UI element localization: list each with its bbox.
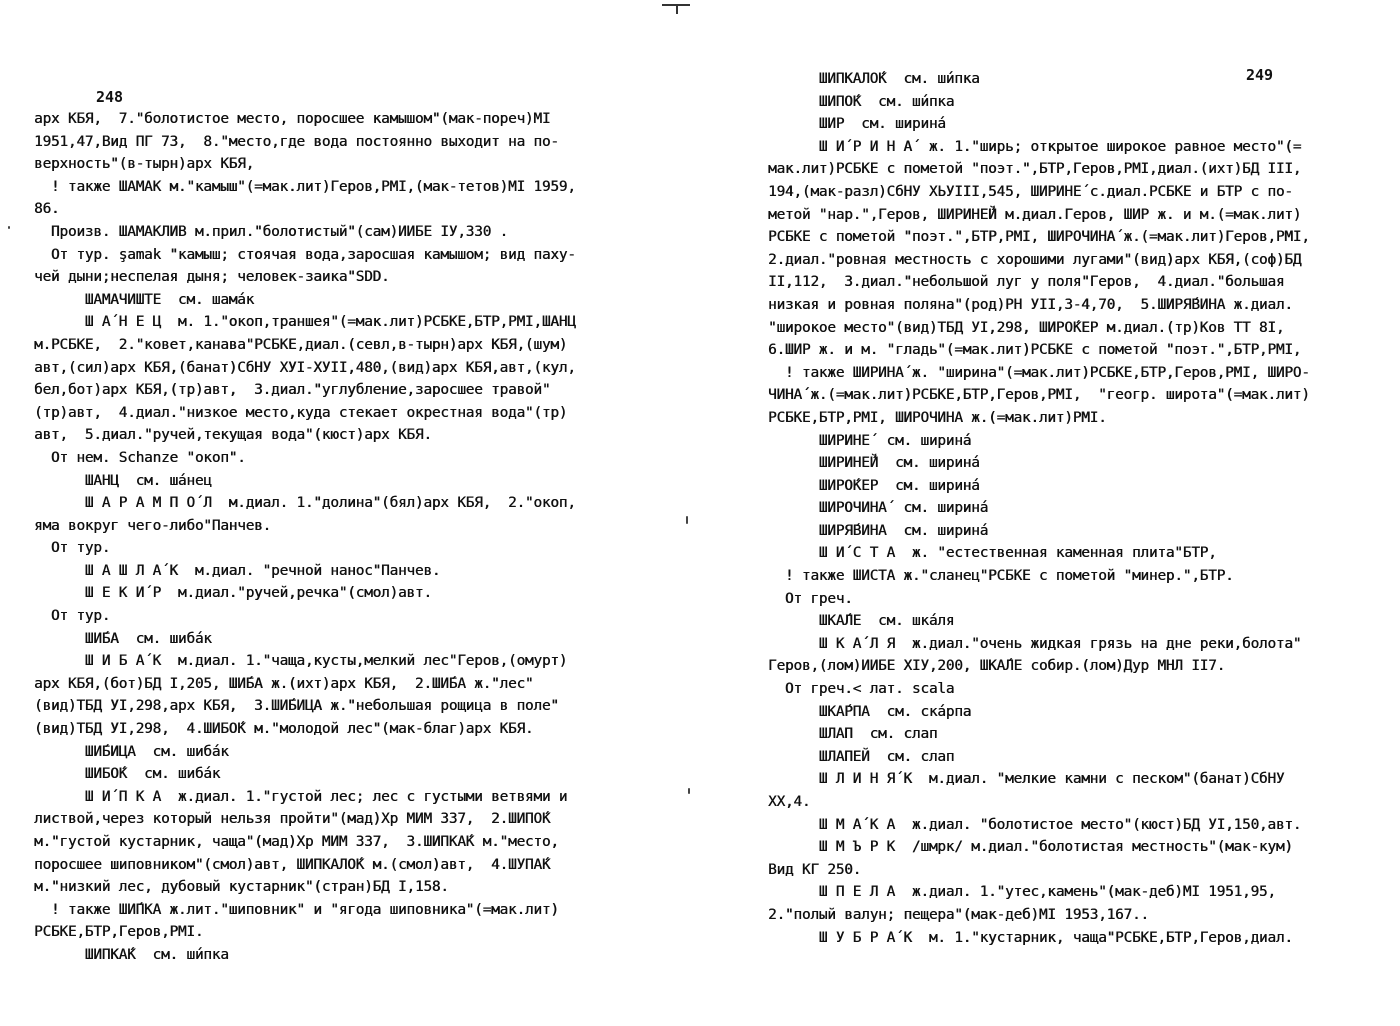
text-line: 1951,47,Вид ПГ 73, 8."место,где вода постоянно выходит на по-: [34, 133, 559, 150]
text-line: Ш А Ш Л А́ К м.диал. "речной нанос"Панчев.: [34, 562, 441, 579]
text-line: ШКА́РПА см. ска́рпа: [768, 703, 972, 720]
text-line: "широкое место"(вид)ТБД УІ,298, ШИРО́КЕР м.диал.(тр)Ков ТТ 8І,: [768, 319, 1285, 336]
text-line: (тр)авт, 4.диал."низкое место,куда стекает окрестная вода"(тр): [34, 404, 568, 421]
text-line: чей дыни;неспелая дыня; человек-заика"SDD.: [34, 269, 390, 286]
text-line: ШИПКА́К см. ши́пка: [34, 946, 229, 963]
dictionary-entries: [768, 68, 1310, 949]
scan-speck: [8, 226, 10, 229]
text-line: 2.диал."ровная местность с хорошими лугами"(вид)арх КБЯ,(соф)БД: [768, 251, 1302, 268]
text-line: Произв. ШАМАКЛИВ м.прил."болотистый"(сам)ИИБЕ ІУ,330 .: [34, 223, 508, 240]
text-line: Ш И Б А́ К м.диал. 1."чаща,кусты,мелкий лес"Геров,(омурт): [34, 653, 568, 670]
text-line: ! также ШИ́ПКА ж.лит."шиповник" и "ягода шиповника"(=мак.лит): [34, 901, 559, 918]
text-line: 86.: [34, 201, 60, 218]
page-number: 249: [1246, 66, 1274, 84]
text-line: РСБКЕ,БТР,РМІ, ШИРОЧИНА ж.(=мак.лит)РМІ.: [768, 409, 1107, 426]
text-line: От тур.: [34, 540, 111, 557]
text-line: Геров,(лом)ИИБЕ ХІУ,200, ШКА́ЛЕ собир.(лом)Дур МНЛ ІІ7.: [768, 658, 1226, 675]
text-line: Ш К А́ Л Я ж.диал."очень жидкая грязь на дне реки,болота": [768, 635, 1302, 652]
text-line: 2."полый валун; пещера"(мак-деб)МІ 1953,167..: [768, 906, 1149, 923]
text-line: (вид)ТБД УІ,298, 4.ШИБО́К м."молодой лес"(мак-благ)арх КБЯ.: [34, 721, 534, 738]
text-line: авт,(сил)арх КБЯ,(банат)СбНУ ХУІ-ХУІІ,480,(вид)арх КБЯ,авт,(кул,: [34, 359, 576, 376]
text-line: м.РСБКЕ, 2."ковет,канава"РСБКЕ,диал.(севл,в-тырн)арх КБЯ,(шум): [34, 336, 568, 353]
text-line: ШАМАЧИШТЕ см. шама́к: [34, 291, 255, 308]
text-line: ШАНЦ см. ша́нец: [34, 472, 212, 489]
text-line: ШИБО́К см. шиба́к: [34, 766, 221, 783]
text-line: От тур.: [34, 608, 111, 625]
text-line: ІІ,112, 3.диал."небольшой луг у поля"Геров, 4.диал."большая: [768, 274, 1285, 291]
page-number: 248: [96, 88, 124, 106]
text-line: листвой,через который нельзя пройти"(мад)Хр МИМ 337, 2.ШИПО́К: [34, 811, 551, 828]
text-line: верхность"(в-тырн)арх КБЯ,: [34, 156, 255, 173]
text-line: Ш П Е Л А ж.диал. 1."утес,камень"(мак-деб)МІ 1951,95,: [768, 884, 1276, 901]
text-line: ! также ШИРИНА́ ж. "ширина"(=мак.лит)РСБКЕ,БТР,Геров,РМІ, ШИРО-: [768, 364, 1310, 381]
text-line: Ш А Р А М П О́ Л м.диал. 1."долина"(бял)арх КБЯ, 2."окоп,: [34, 495, 576, 512]
text-line: ШИПКАЛО́К см. ши́пка: [768, 71, 980, 87]
text-line: Ш Е К И́ Р м.диал."ручей,речка"(смол)авт.: [34, 585, 432, 602]
text-line: От греч.: [768, 590, 853, 607]
text-line: ШИ́БА см. шиба́к: [34, 630, 212, 647]
gutter-crop-mark: [662, 0, 692, 14]
text-line: метой "нар.",Геров, ШИРИНЕ́Й м.диал.Геров, ШИР ж. и м.(=мак.лит): [768, 206, 1302, 223]
text-line: От нем. Schanze "окоп".: [34, 449, 246, 466]
text-line: ШКА́ЛЕ см. шка́ля: [768, 613, 955, 630]
text-line: авт, 5.диал."ручей,текущая вода"(кюст)арх КБЯ.: [34, 427, 432, 444]
text-line: яма вокруг чего-либо"Панчев.: [34, 517, 271, 534]
text-line: ШЛАПЕЙ см. слап: [768, 748, 955, 765]
text-line: м."низкий лес, дубовый кустарник"(стран)БД І,158.: [34, 879, 449, 896]
text-line: От тур. şamak "камыш; стоячая вода,заросшая камышом; вид паху-: [34, 246, 576, 263]
text-line: Ш М А́ К А ж.диал. "болотистое место"(кюст)БД УІ,150,авт.: [768, 816, 1302, 833]
text-line: ШЛАП см. слап: [768, 726, 938, 743]
text-line: бел,бот)арх КБЯ,(тр)авт, 3.диал."углубление,заросшее травой": [34, 382, 551, 399]
text-line: ШИРОЧИНА́ см. ширина́: [768, 500, 989, 517]
text-line: мак.лит)РСБКЕ с пометой "поэт.",БТР,Геров,РМІ,диал.(ихт)БД ІІІ,: [768, 161, 1302, 178]
text-line: ЧИНА́ ж.(=мак.лит)РСБКЕ,БТР,Геров,РМІ, "геогр. широта"(=мак.лит): [768, 387, 1310, 404]
scan-speck: [688, 788, 690, 794]
text-line: Ш А́ Н Е Ц м. 1."окоп,траншея"(=мак.лит)РСБКЕ,БТР,РМІ,ШАНЦ: [34, 314, 576, 331]
text-line: ШИРИНЕ́ см. ширина́: [768, 432, 972, 449]
text-line: ШИПО́К см. ши́пка: [768, 93, 955, 110]
text-line: От греч.< лат. scala: [768, 681, 955, 698]
text-line: арх КБЯ,(бот)БД І,205, ШИ́БА ж.(ихт)арх КБЯ, 2.ШИ́БА ж."лес": [34, 675, 534, 692]
text-line: РСБКЕ,БТР,Геров,РМІ.: [34, 924, 204, 941]
text-line: (вид)ТБД УІ,298,арх КБЯ, 3.ШИ́БИЦА ж."небольшая рощица в поле": [34, 698, 559, 715]
text-line: РСБКЕ с пометой "поэт.",БТР,РМІ, ШИРОЧИНА́ ж.(=мак.лит)Геров,РМІ,: [768, 229, 1310, 246]
text-line: ! также ШИСТА ж."сланец"РСБКЕ с пометой "минер.",БТР.: [768, 568, 1234, 585]
left-page: [34, 0, 644, 1026]
text-line: ХХ,4.: [768, 794, 811, 810]
text-line: Вид КГ 250.: [768, 861, 862, 878]
text-line: ШИР см. ширина́: [768, 116, 946, 133]
dictionary-entries: [34, 108, 576, 967]
text-line: Ш М Ъ Р К /шмрк/ м.диал."болотистая местность"(мак-кум): [768, 839, 1293, 856]
text-line: ШИРИНЕ́Й см. ширина́: [768, 455, 980, 472]
text-line: арх КБЯ, 7."болотистое место, поросшее камышом"(мак-пореч)МІ: [34, 111, 551, 127]
text-line: ШИРЯ́ВИНА см. ширина́: [768, 522, 989, 539]
text-line: ШИРО́КЕР см. ширина́: [768, 477, 980, 494]
right-page: [768, 0, 1378, 1026]
text-line: низкая и ровная поляна"(род)РН УІІ,3-4,70, 5.ШИРЯ́ВИНА ж.диал.: [768, 296, 1293, 313]
text-line: Ш У Б Р А́ К м. 1."кустарник, чаща"РСБКЕ,БТР,Геров,диал.: [768, 929, 1293, 946]
text-line: Ш И́ Р И Н А́ ж. 1."ширь; открытое широкое равное место"(=: [768, 138, 1302, 155]
text-line: ! также ШАМАК м."камыш"(=мак.лит)Геров,РМІ,(мак-тетов)МІ 1959,: [34, 178, 576, 195]
text-line: м."густой кустарник, чаща"(мад)Хр МИМ 337, 3.ШИПКА́К м."место,: [34, 834, 559, 850]
scan-speck: [686, 516, 688, 524]
text-line: Ш И́ П К А ж.диал. 1."густой лес; лес с густыми ветвями и: [34, 788, 568, 805]
text-line: Ш И́ С Т А ж. "естественная каменная плита"БТР,: [768, 545, 1217, 562]
text-line: 6.ШИР ж. и м. "гладь"(=мак.лит)РСБКЕ с пометой "поэт.",БТР,РМІ,: [768, 342, 1302, 359]
text-line: ШИ́БИЦА см. шиба́к: [34, 743, 229, 760]
text-line: 194,(мак-разл)СбНУ ХЬУІІІ,545, ШИРИНЕ́ с.диал.РСБКЕ и БТР с по-: [768, 183, 1293, 200]
text-line: поросшее шиповником"(смол)авт, ШИПКАЛО́К м.(смол)авт, 4.ШУПА́К: [34, 856, 551, 873]
text-line: Ш Л И Н Я́ К м.диал. "мелкие камни с песком"(банат)СбНУ: [768, 771, 1285, 788]
